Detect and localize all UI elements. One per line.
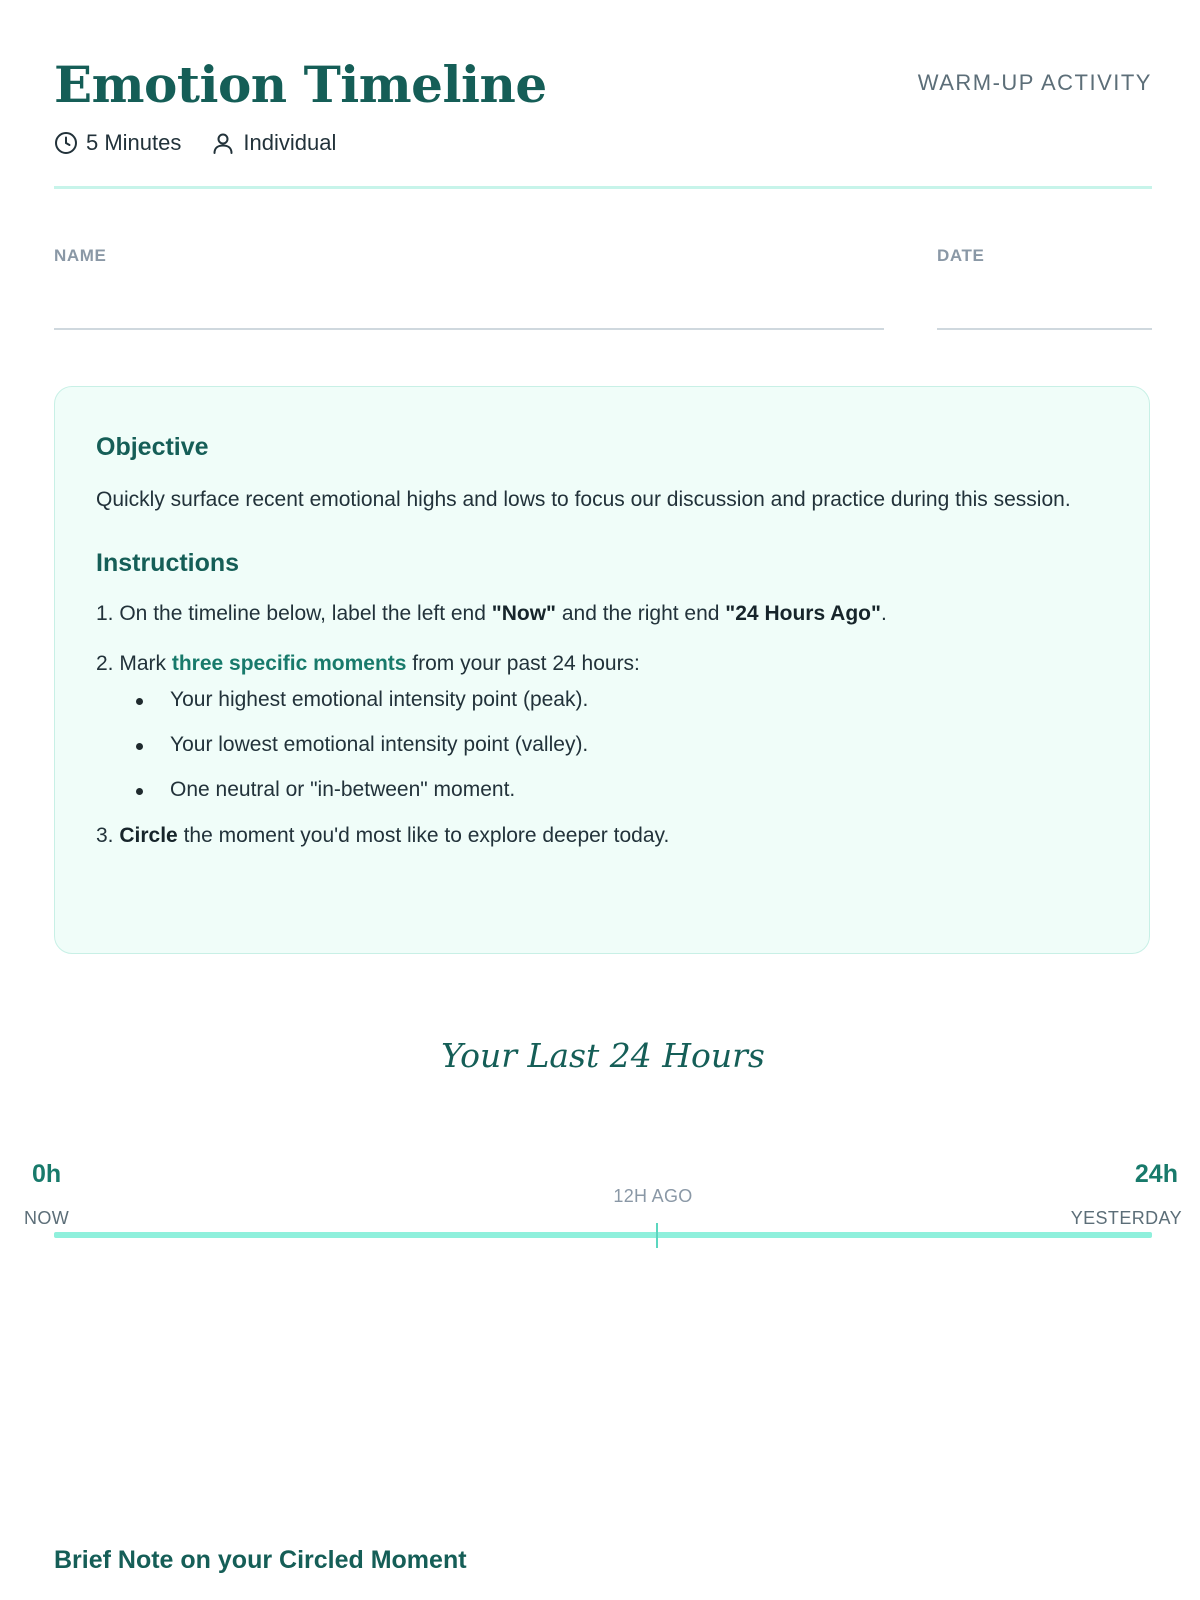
step2-highlight: three specific moments	[171, 652, 407, 675]
instruction-step-3	[96, 821, 1096, 851]
instructions-heading: Instructions	[96, 549, 240, 577]
step1-prefix: 1. On the timeline below, label the left end	[96, 602, 492, 625]
instructions-panel	[54, 386, 1150, 954]
date-label: DATE	[937, 246, 985, 265]
step1-middle: and the right end	[556, 602, 726, 625]
step1-now: "Now"	[491, 602, 556, 625]
step1-suffix: .	[880, 602, 887, 625]
name-label: NAME	[54, 246, 107, 265]
activity-meta	[54, 130, 366, 156]
timeline-end-hour: 24h	[1134, 1160, 1178, 1188]
list-item: One neutral or "in-between" moment.	[96, 775, 1096, 805]
moment-list	[96, 685, 1096, 805]
format-meta	[211, 130, 336, 156]
duration-text: 5 Minutes	[86, 130, 182, 155]
note-heading: Brief Note on your Circled Moment	[54, 1546, 467, 1574]
step3-prefix: 3.	[96, 824, 120, 847]
clock-icon	[54, 131, 78, 155]
duration-meta	[54, 130, 181, 156]
timeline-start-label: NOW	[24, 1208, 70, 1228]
timeline[interactable]	[24, 1160, 1182, 1260]
objective-text: Quickly surface recent emotional highs and lows to focus our discussion and practice during this session.	[96, 488, 1071, 511]
list-item: Your highest emotional intensity point (peak).	[96, 685, 1096, 715]
header-divider	[54, 186, 1152, 189]
timeline-mid-label: 12H AGO	[613, 1186, 693, 1206]
header	[54, 52, 1152, 192]
step1-ago: "24 Hours Ago"	[725, 602, 881, 625]
date-field[interactable]	[937, 246, 1152, 266]
page-title: Emotion Timeline	[54, 55, 547, 114]
timeline-title: Your Last 24 Hours	[441, 1036, 765, 1075]
instruction-step-2	[96, 649, 1096, 679]
panel-content	[96, 431, 1096, 851]
objective-heading: Objective	[96, 433, 209, 461]
timeline-line[interactable]	[54, 1232, 1152, 1238]
timeline-midpoint-tick	[656, 1223, 658, 1248]
activity-tag: WARM-UP ACTIVITY	[917, 70, 1152, 95]
person-icon	[211, 131, 235, 155]
step3-suffix: the moment you'd most like to explore deeper today.	[177, 824, 670, 847]
format-text: Individual	[243, 130, 337, 155]
name-line	[54, 328, 884, 330]
step3-bold: Circle	[119, 824, 178, 847]
timeline-start-hour: 0h	[32, 1160, 62, 1188]
list-item: Your lowest emotional intensity point (valley).	[96, 730, 1096, 760]
step2-prefix: 2. Mark	[96, 652, 172, 675]
date-line	[937, 328, 1152, 330]
name-field[interactable]	[54, 246, 884, 266]
timeline-end-label: YESTERDAY	[1070, 1208, 1182, 1228]
instruction-step-1	[96, 599, 1096, 629]
worksheet-page	[24, 0, 1182, 1600]
step2-suffix: from your past 24 hours:	[406, 652, 640, 675]
